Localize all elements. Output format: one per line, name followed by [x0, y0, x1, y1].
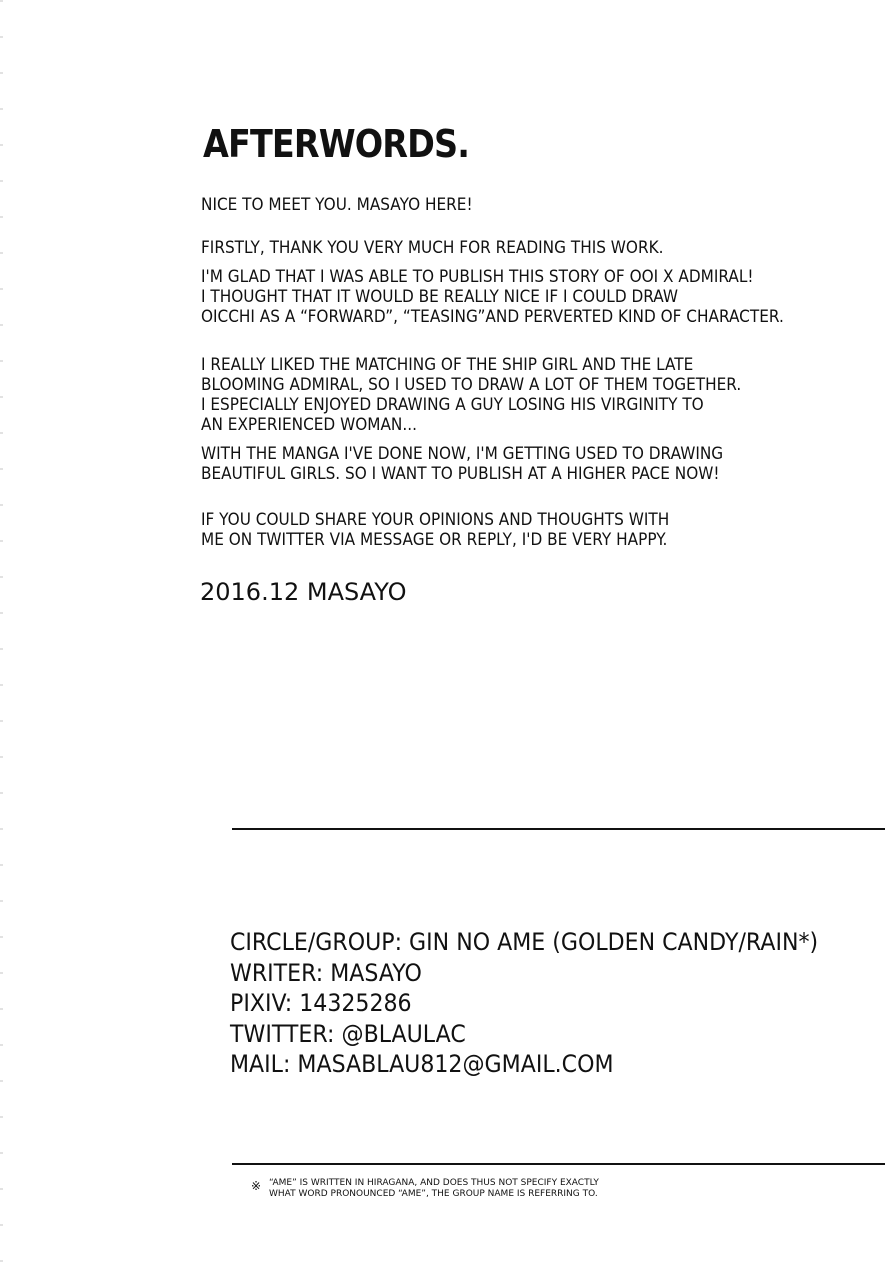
credits-block	[230, 927, 818, 1080]
credit-twitter: TWITTER: @BLAULAC	[230, 1019, 466, 1048]
divider-bottom	[232, 1163, 885, 1165]
paragraph-line: I'M GLAD THAT I WAS ABLE TO PUBLISH THIS STORY OF OOI X ADMIRAL!	[201, 267, 754, 287]
footnote	[251, 1178, 599, 1200]
credit-circle: CIRCLE/GROUP: GIN NO AME (GOLDEN CANDY/RAIN*)	[230, 928, 819, 956]
credit-pixiv: PIXIV: 14325286	[230, 989, 412, 1017]
paragraph-story	[201, 267, 784, 327]
footnote-line: WHAT WORD PRONOUNCED “AME”, THE GROUP NAME IS REFERRING TO.	[269, 1189, 598, 1199]
paragraph-line: WITH THE MANGA I'VE DONE NOW, I'M GETTING USED TO DRAWING	[201, 444, 724, 464]
paragraph-line: IF YOU COULD SHARE YOUR OPINIONS AND THOUGHTS WITH	[201, 510, 670, 530]
paragraph-manga	[201, 444, 777, 484]
paragraph-line: BLOOMING ADMIRAL, SO I USED TO DRAW A LOT OF THEM TOGETHER.	[201, 375, 742, 395]
paragraph-line: NICE TO MEET YOU. MASAYO HERE!	[201, 195, 473, 215]
page-edge-marks	[0, 0, 3, 1280]
paragraph-greeting	[201, 195, 777, 215]
paragraph-line: BEAUTIFUL GIRLS. SO I WANT TO PUBLISH AT A HIGHER PACE NOW!	[201, 464, 720, 484]
reference-mark-icon: ※	[251, 1179, 262, 1193]
paragraph-twitter	[201, 510, 777, 550]
paragraph-line: ME ON TWITTER VIA MESSAGE OR REPLY, I'D BE VERY HAPPY.	[201, 530, 668, 550]
paragraph-line: I THOUGHT THAT IT WOULD BE REALLY NICE IF I COULD DRAW	[201, 287, 679, 307]
paragraph-line: OICCHI AS A “FORWARD”, “TEASING”AND PERVERTED KIND OF CHARACTER.	[201, 307, 784, 327]
credit-writer: WRITER: MASAYO	[230, 958, 422, 987]
paragraph-thanks	[201, 238, 777, 258]
paragraph-line: AN EXPERIENCED WOMAN...	[201, 415, 417, 435]
footnote-line: “AME” IS WRITTEN IN HIRAGANA, AND DOES THUS NOT SPECIFY EXACTLY	[269, 1178, 599, 1188]
divider-top	[232, 828, 885, 830]
paragraph-line: I ESPECIALLY ENJOYED DRAWING A GUY LOSING HIS VIRGINITY TO	[201, 395, 704, 415]
paragraph-matching	[201, 355, 777, 435]
paragraph-line: FIRSTLY, THANK YOU VERY MUCH FOR READING THIS WORK.	[201, 238, 664, 258]
page-title: AFTERWORDS.	[203, 122, 470, 166]
paragraph-line: I REALLY LIKED THE MATCHING OF THE SHIP GIRL AND THE LATE	[201, 355, 694, 375]
credit-mail: MAIL: MASABLAU812@GMAIL.COM	[230, 1050, 614, 1078]
signature-date: 2016.12 MASAYO	[200, 578, 407, 606]
